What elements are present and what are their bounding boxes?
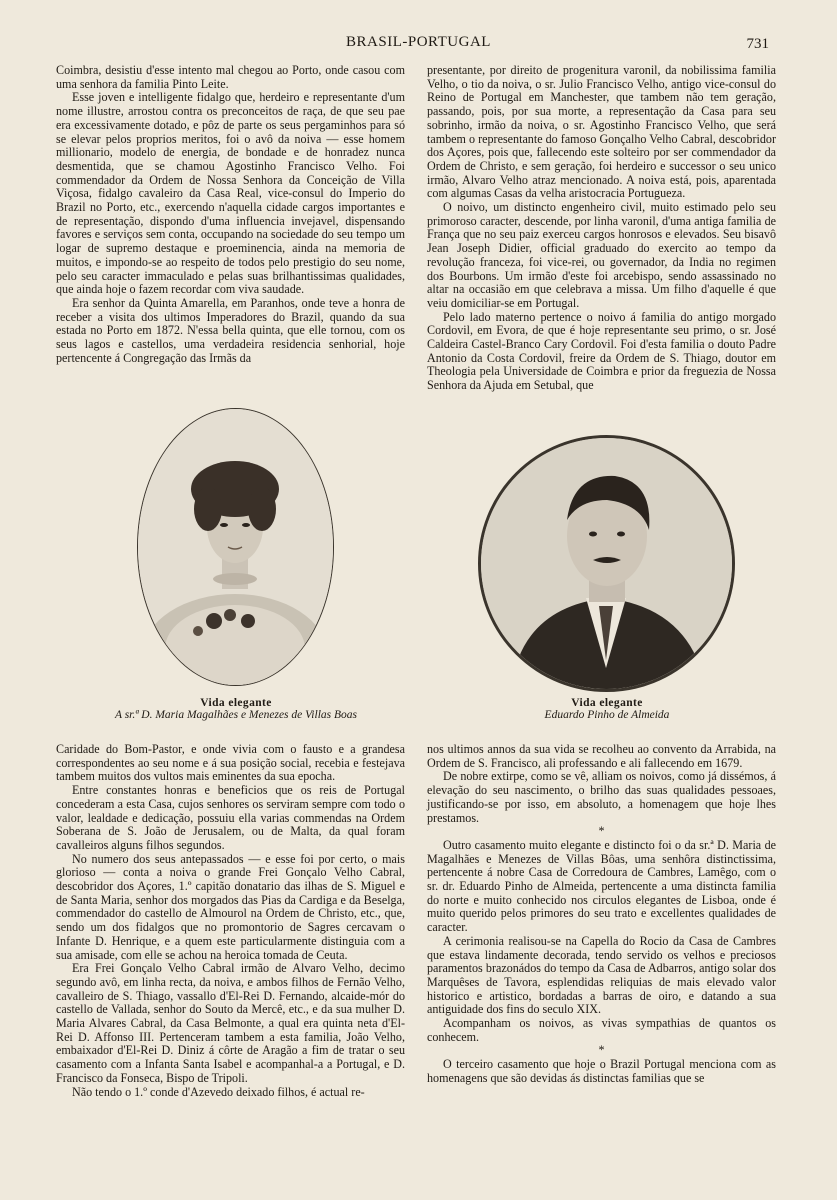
portrait-bride-illustration [138,409,333,685]
caption-name: A sr.ª D. Maria Magalhães e Menezes de Villas Boas [115,709,357,721]
paragraph: Caridade do Bom-Pastor, e onde vivia com o fausto e a grandesa correspondentes ao seu nome e á sua posição social, recebia e festejava tambem muitos dos vultos mais eminentes da sua epocha. [56,742,405,784]
column-top-right [427,64,776,393]
paragraph: nos ultimos annos da sua vida se recolheu ao convento da Arrabida, na Ordem de S. Francisco, ali professando e ali fallecendo em 1679. [427,742,776,770]
paragraph: Pelo lado materno pertence o noivo á familia do antigo morgado Cordovil, em Evora, de que é hoje representante seu primo, o sr. José Caldeira Castel-Branco Cary Cordovil. Foi d'esta familia o douto Padre Antonio da Costa Cordovil, freire da Ordem de S. Thiago, doutor em Theologia pela Universidade de Coimbra e prior da freguezia de Nossa Senhora da Ajuda em Setubal, que [427,309,776,393]
caption-title: Vida elegante [571,697,643,709]
paragraph: Entre constantes honras e beneficios que os reis de Portugal concederam a esta Casa, cujos senhores os serviram sempre com todo o valor, lealdade e dedicação, possuiu ella varias commendas na Ordem Soberana de S. João de Jerusalem, ou de Malta, da qual foram cavalleiros alguns filhos segundos. [56,783,405,852]
column-top-left [56,64,405,365]
portrait-groom-illustration [481,438,732,689]
paragraph: O noivo, um distincto engenheiro civil, muito estimado pelo seu primoroso caracter, descende, por linha varonil, d'uma antiga familia de França que no seu paiz exerceu cargos honrosos e elevados. Seu bisavô Jean Joseph Didier, official graduado do exercito ao tempo da revolução franceza, foi vice-rei, ou governador, da India no regimen dos Bourbons. Um irmão d'este foi arcebispo, sendo assassinado no altar na occasião em que celebrava a missa. Um filho d'aquelle é que veiu domiciliar-se em Portugal. [427,200,776,310]
section-separator: * [598,824,605,839]
section-separator: * [598,1043,605,1058]
paragraph: Não tendo o 1.º conde d'Azevedo deixado filhos, é actual re- [72,1084,365,1099]
portrait-bride-photo [137,408,334,686]
caption-left [56,697,416,721]
paragraph: Era senhor da Quinta Amarella, em Paranhos, onde teve a honra de receber a visita dos ultimos Imperadores do Brazil, quando da sua estada no Porto em 1872. N'essa bella quinta, que elle tornou, com os seus lagos e castellos, uma verdadeira residencia senhorial, hoje pertencente á Congregação das Irmãs da [56,295,405,365]
paragraph: Era Frei Gonçalo Velho Cabral irmão de Alvaro Velho, decimo segundo avô, em linha recta, da noiva, e ambos filhos de Fernão Velho, cavalleiro de S. Thiago, vassallo d'El-Rei D. Fernando, alcaide-mór do castello de Vallada, senhor do Souto da Mercê, etc., e da sua mulher D. Maria Alvares Cabral, da Casa Belmonte, a qual era quinta neta d'El-Rei D. Affonso III. Pertenceram tambem a esta familia, João Velho, embaixador d'El-Rei D. Diniz á côrte de Aragão a fim de tratar o seu casamento com a Infanta Santa Isabel e acompanhal-a a Portugal, e D. Francisco da Fonseca, Bispo de Tripoli. [56,961,405,1085]
running-header: BRASIL-PORTUGAL [346,34,491,50]
column-bottom-left [56,743,405,1099]
portrait-groom-photo [478,435,735,692]
caption-name: Eduardo Pinho de Almeida [544,709,670,721]
paragraph: Outro casamento muito elegante e distincto foi o da sr.ª D. Maria de Magalhães e Menezes de Villas Bôas, uma senhôra distinctissima, pertencente á nobre Casa de Corredoura de Cambres, Lamêgo, com o sr. dr. Eduardo Pinho de Almeida, pertencente a uma distincta familia do norte e muito conhecido nos circulos elegantes de Lisboa, onde é muito querido pelos primores do seu trato e excellentes qualidades de caracter. [427,837,776,935]
caption-right [427,697,787,721]
paragraph: presentante, por direito de progenitura varonil, da nobilissima familia Velho, o tio da noiva, o sr. Julio Francisco Velho, antigo vice-consul do Reino de Portugal em Manchester, que tambem não tem geração, passando, pois, por sua morte, a representação da Casa para seu sobrinho, irmão da noiva, o sr. Agostinho Francisco Velho, que será tambem o representante do famoso Gonçalho Velho Cabral, descobridor dos Açores, pois que, fallecendo este solteiro por ser commendador da Ordem de Christo, e sem geração, foi herdeiro e successor o seu unico irmão, Alvaro Velho atraz mencionado. A noiva está, pois, aparentada com algumas Casas da velha aristocracia Portugueza. [427,63,776,201]
paragraph: A cerimonia realisou-se na Capella do Rocio da Casa de Cambres que estava lindamente decorada, tendo servido os velhos e preciosos paramentos brazonádos do tempo da Casa de Adbarros, antigo solar dos Marquêses de Tavora, esplendidas reliquias de mais elevado valor historico e artistico, bordadas a barras de oiro, e datando a sua antiguidade dos fins do seculo XIX. [427,933,776,1017]
page-number: 731 [746,36,769,52]
paragraph: Acompanham os noivos, as vivas sympathias de quantos os conhecem. [427,1016,776,1044]
paragraph: No numero dos seus antepassados — e esse foi por certo, o mais glorioso — conta a noiva o grande Frei Gonçalo Velho Cabral, descobridor dos Açores, 1.º capitão donatario das ilhas de S. Miguel e de Santa Maria, senhor dos morgados das Pias da Cardiga e da Beselga, commendador do castello de Almourol na Ordem de Christo, etc., que, sendo um dos fidalgos que no promontorio de Sagres cercavam o Infante D. Henrique, e a quem este particularmente distinguia com a sua amisade, com elle se achou na heroica tomada de Ceuta. [56,851,405,962]
column-bottom-right [427,743,776,1086]
paragraph: De nobre extirpe, como se vê, alliam os noivos, como já dissémos, á elevação do seu nascimento, o brilho das suas qualidades pessoaes, justificando-se por isso, em absoluto, a homenagem que hoje lhes prestamos. [427,769,776,825]
paragraph: Coimbra, desistiu d'esse intento mal chegou ao Porto, onde casou com uma senhora da familia Pinto Leite. [56,63,405,91]
paragraph: O terceiro casamento que hoje o Brazil Portugal menciona com as homenagens que são devidas ás distinctas familias que se [427,1057,776,1085]
paragraph: Esse joven e intelligente fidalgo que, herdeiro e representante d'um nome illustre, arrostou contra os preconceitos de raça, de que seu pae era excessivamente dotado, e pôz de parte os seus pergaminhos para só se elevar pelos proprios meritos, foi o avô da noiva — esse homem millionario, modelo de energia, de bondade e de honradez nunca desmentida, que se chamou Agostinho Francisco Velho. Foi commendador da Ordem de Nossa Senhora da Conceição de Villa Viçosa, fidalgo cavaleiro da Casa Real, vice-consul do Imperio do Brazil no Porto, etc., exercendo n'aquella cidade cargos importantes e de representação, dispondo d'uma influencia invejavel, dispensando favores e serviços sem conta, occupando na sociedade do seu tempo um logar de supremo destaque e proeminencia, ainda na memoria de muitos, e impondo-se ao respeito de todos pelo prestigio do seu nome, pelo seu caracter immaculado e pelas suas brilhantissimas qualidades, que ainda hoje o fazem recordar com viva saudade. [56,90,405,297]
caption-title: Vida elegante [200,697,272,709]
